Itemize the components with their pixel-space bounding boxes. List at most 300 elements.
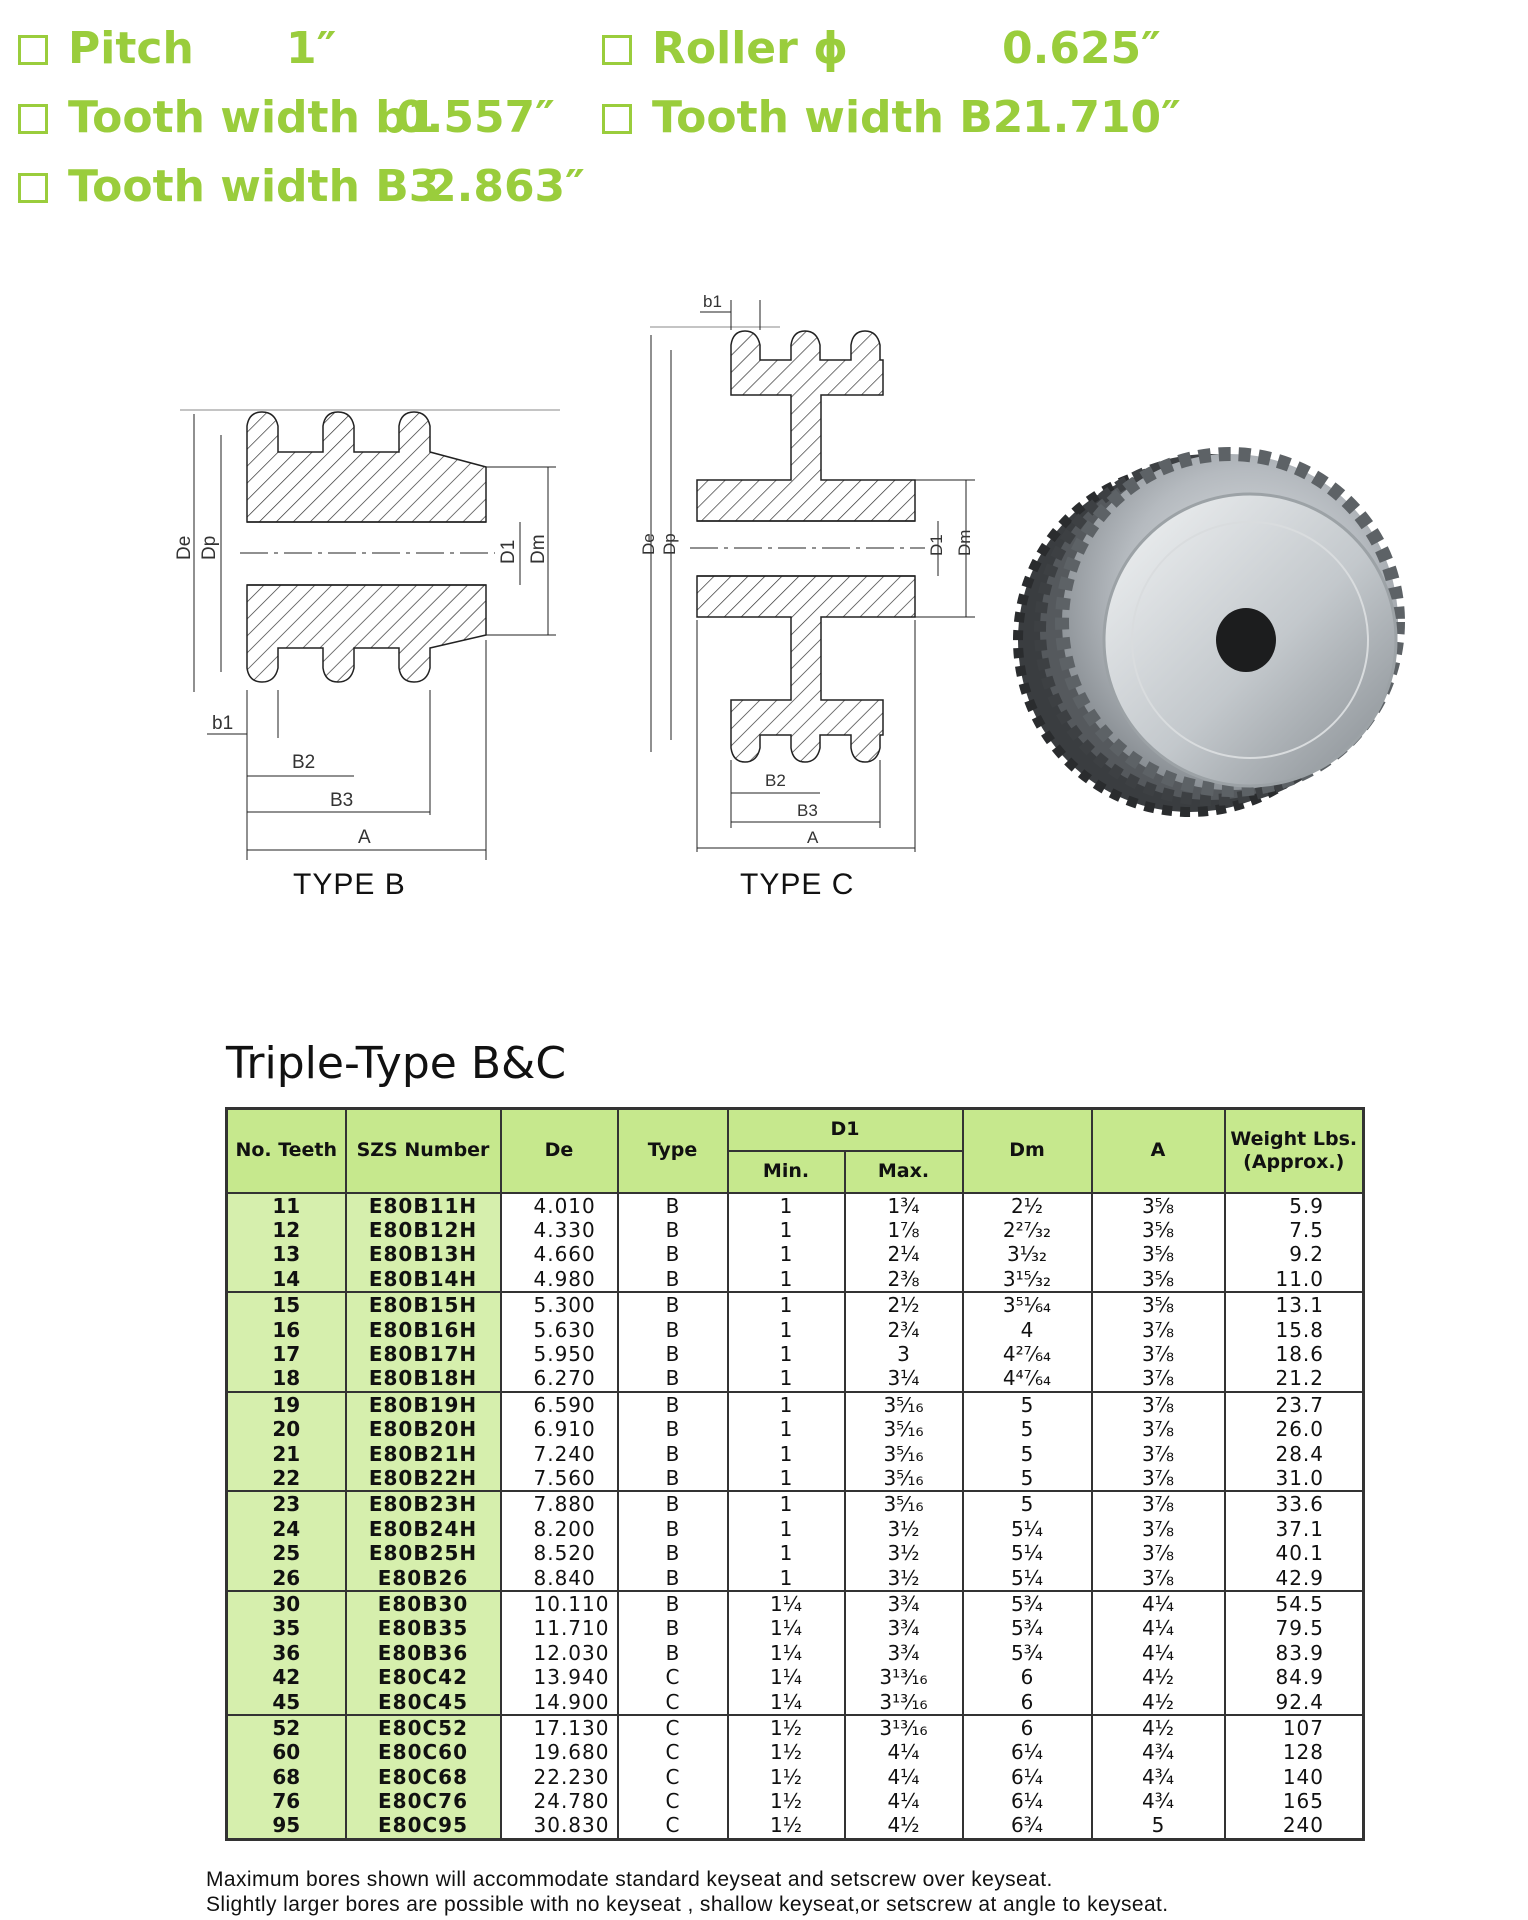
cell-a: 3⅝ (1092, 1218, 1225, 1242)
cell-teeth: 20 (227, 1417, 346, 1441)
table-row (227, 1218, 1364, 1242)
cell-teeth: 95 (227, 1813, 346, 1839)
checkbox-tooth-b1[interactable] (18, 104, 48, 134)
cell-weight: 84.9 (1225, 1665, 1364, 1689)
cell-teeth: 45 (227, 1689, 346, 1714)
cell-de: 5.630 (501, 1317, 618, 1341)
cell-a: 3⅞ (1092, 1466, 1225, 1491)
cell-d1-min: 1 (728, 1417, 845, 1441)
table-row (227, 1466, 1364, 1491)
cell-d1-min: 1¼ (728, 1641, 845, 1665)
header-de: De (501, 1109, 618, 1193)
cell-type: B (618, 1541, 728, 1565)
cell-weight: 7.5 (1225, 1218, 1364, 1242)
table-row (227, 1267, 1364, 1292)
cell-d1-max: 3⁵⁄₁₆ (845, 1491, 963, 1516)
cell-a: 3⅝ (1092, 1292, 1225, 1317)
cell-d1-max: 2⅜ (845, 1267, 963, 1292)
cell-szs-number: E80B13H (346, 1242, 501, 1266)
type-c-label-de: De (639, 533, 658, 555)
table-row (227, 1517, 1364, 1541)
cell-d1-max: 1¾ (845, 1193, 963, 1218)
cell-teeth: 42 (227, 1665, 346, 1689)
cell-dm: 6 (963, 1665, 1092, 1689)
spec-tooth-b1-value: 0.557″ (396, 92, 555, 143)
cell-type: B (618, 1292, 728, 1317)
cell-dm: 3⅟₃₂ (963, 1242, 1092, 1266)
cell-szs-number: E80B22H (346, 1466, 501, 1491)
cell-d1-max: 4¼ (845, 1789, 963, 1813)
cell-type: B (618, 1392, 728, 1417)
cell-d1-min: 1½ (728, 1740, 845, 1764)
cell-a: 4¼ (1092, 1641, 1225, 1665)
cell-szs-number: E80C42 (346, 1665, 501, 1689)
header-dm: Dm (963, 1109, 1092, 1193)
cell-teeth: 18 (227, 1366, 346, 1391)
cell-type: C (618, 1813, 728, 1839)
cell-dm: 5 (963, 1491, 1092, 1516)
cell-szs-number: E80C95 (346, 1813, 501, 1839)
table-row (227, 1689, 1364, 1714)
cell-de: 7.880 (501, 1491, 618, 1516)
cell-szs-number: E80C52 (346, 1715, 501, 1740)
cell-dm: 6¼ (963, 1789, 1092, 1813)
spec-pitch (18, 23, 337, 74)
cell-dm: 3¹⁵⁄₃₂ (963, 1267, 1092, 1292)
cell-a: 3⅞ (1092, 1441, 1225, 1465)
cell-dm: 5¼ (963, 1517, 1092, 1541)
cell-type: B (618, 1218, 728, 1242)
cell-d1-min: 1¼ (728, 1689, 845, 1714)
cell-dm: 5¾ (963, 1591, 1092, 1616)
type-c-label-dm: Dm (955, 529, 974, 556)
cell-d1-min: 1 (728, 1218, 845, 1242)
cell-d1-min: 1 (728, 1267, 845, 1292)
cell-szs-number: E80B23H (346, 1491, 501, 1516)
cell-type: B (618, 1417, 728, 1441)
spec-roller-value: 0.625″ (1002, 23, 1161, 74)
cell-d1-min: 1½ (728, 1764, 845, 1788)
cell-teeth: 26 (227, 1565, 346, 1590)
cell-teeth: 68 (227, 1764, 346, 1788)
table-body (227, 1193, 1364, 1840)
cell-szs-number: E80C68 (346, 1764, 501, 1788)
cell-de: 4.010 (501, 1193, 618, 1218)
spec-tooth-b2-value: 1.710″ (1022, 92, 1181, 143)
type-c-label-b3: B3 (797, 801, 818, 820)
table-row (227, 1665, 1364, 1689)
cell-weight: 11.0 (1225, 1267, 1364, 1292)
cell-dm: 2½ (963, 1193, 1092, 1218)
cell-d1-max: 4¼ (845, 1740, 963, 1764)
cell-d1-min: 1¼ (728, 1616, 845, 1640)
cell-teeth: 14 (227, 1267, 346, 1292)
cell-de: 7.560 (501, 1466, 618, 1491)
cell-weight: 128 (1225, 1740, 1364, 1764)
cell-a: 3⅞ (1092, 1417, 1225, 1441)
table-row (227, 1813, 1364, 1839)
header-type: Type (618, 1109, 728, 1193)
cell-szs-number: E80B11H (346, 1193, 501, 1218)
cell-a: 3⅞ (1092, 1317, 1225, 1341)
cell-szs-number: E80B35 (346, 1616, 501, 1640)
spec-roller-label: Roller ϕ (652, 23, 849, 74)
cell-d1-max: 3⁵⁄₁₆ (845, 1441, 963, 1465)
type-b-label-b2: B2 (292, 752, 316, 773)
cell-szs-number: E80B26 (346, 1565, 501, 1590)
type-c-label-d1: D1 (927, 534, 946, 556)
cell-de: 12.030 (501, 1641, 618, 1665)
cell-weight: 83.9 (1225, 1641, 1364, 1665)
cell-szs-number: E80B25H (346, 1541, 501, 1565)
table-row (227, 1541, 1364, 1565)
cell-d1-max: 3½ (845, 1565, 963, 1590)
cell-szs-number: E80C60 (346, 1740, 501, 1764)
cell-d1-min: 1 (728, 1466, 845, 1491)
cell-type: C (618, 1665, 728, 1689)
cell-weight: 9.2 (1225, 1242, 1364, 1266)
cell-dm: 3⁵¹⁄₆₄ (963, 1292, 1092, 1317)
cell-a: 4¾ (1092, 1740, 1225, 1764)
cell-type: B (618, 1565, 728, 1590)
cell-a: 3⅞ (1092, 1565, 1225, 1590)
cell-szs-number: E80B24H (346, 1517, 501, 1541)
cell-teeth: 17 (227, 1342, 346, 1366)
table-title: Triple-Type B&C (226, 1038, 567, 1089)
cell-dm: 5 (963, 1417, 1092, 1441)
cell-teeth: 15 (227, 1292, 346, 1317)
cell-type: B (618, 1317, 728, 1341)
cell-weight: 240 (1225, 1813, 1364, 1839)
cell-teeth: 12 (227, 1218, 346, 1242)
type-c-title: TYPE C (740, 868, 855, 901)
cell-d1-min: 1 (728, 1541, 845, 1565)
cell-a: 3⅞ (1092, 1491, 1225, 1516)
cell-weight: 18.6 (1225, 1342, 1364, 1366)
header-a: A (1092, 1109, 1225, 1193)
cell-dm: 6¼ (963, 1764, 1092, 1788)
cell-a: 3⅞ (1092, 1517, 1225, 1541)
cell-d1-min: 1¼ (728, 1665, 845, 1689)
cell-de: 22.230 (501, 1764, 618, 1788)
cell-de: 8.200 (501, 1517, 618, 1541)
cell-de: 5.300 (501, 1292, 618, 1317)
cell-weight: 33.6 (1225, 1491, 1364, 1516)
type-b-title: TYPE B (293, 868, 406, 901)
cell-szs-number: E80B18H (346, 1366, 501, 1391)
cell-a: 4½ (1092, 1715, 1225, 1740)
table-row (227, 1764, 1364, 1788)
cell-weight: 37.1 (1225, 1517, 1364, 1541)
specification-table (225, 1107, 1365, 1841)
cell-dm: 6 (963, 1715, 1092, 1740)
cell-d1-min: 1 (728, 1317, 845, 1341)
cell-d1-min: 1½ (728, 1715, 845, 1740)
cell-d1-min: 1½ (728, 1789, 845, 1813)
type-b-dimension-labels (174, 534, 549, 848)
table-row (227, 1317, 1364, 1341)
cell-a: 4½ (1092, 1665, 1225, 1689)
cell-szs-number: E80B14H (346, 1267, 501, 1292)
cell-d1-max: 3¼ (845, 1366, 963, 1391)
cell-de: 7.240 (501, 1441, 618, 1465)
checkbox-tooth-b2[interactable] (602, 104, 632, 134)
cell-teeth: 25 (227, 1541, 346, 1565)
cell-teeth: 19 (227, 1392, 346, 1417)
cell-d1-max: 2½ (845, 1292, 963, 1317)
cell-a: 4¾ (1092, 1764, 1225, 1788)
cell-weight: 79.5 (1225, 1616, 1364, 1640)
cell-de: 4.660 (501, 1242, 618, 1266)
cell-dm: 4²⁷⁄₆₄ (963, 1342, 1092, 1366)
footnote-1: Maximum bores shown will accommodate standard keyseat and setscrew over keyseat. (206, 1868, 1053, 1891)
table-row (227, 1441, 1364, 1465)
checkbox-tooth-b3[interactable] (18, 173, 48, 203)
cell-szs-number: E80B20H (346, 1417, 501, 1441)
cell-de: 17.130 (501, 1715, 618, 1740)
header-teeth: No. Teeth (227, 1109, 346, 1193)
cell-d1-max: 3¹³⁄₁₆ (845, 1665, 963, 1689)
cell-szs-number: E80B21H (346, 1441, 501, 1465)
table-row (227, 1491, 1364, 1516)
cell-a: 3⅞ (1092, 1541, 1225, 1565)
cell-dm: 5 (963, 1441, 1092, 1465)
cell-de: 8.520 (501, 1541, 618, 1565)
cell-type: B (618, 1441, 728, 1465)
cell-szs-number: E80B12H (346, 1218, 501, 1242)
type-b-label-dm: Dm (528, 534, 549, 564)
type-b-label-d1: D1 (498, 539, 519, 564)
cell-d1-max: 3¾ (845, 1641, 963, 1665)
table-row (227, 1417, 1364, 1441)
cell-de: 6.910 (501, 1417, 618, 1441)
cell-de: 19.680 (501, 1740, 618, 1764)
spec-pitch-label: Pitch (68, 23, 194, 74)
type-b-label-a: A (358, 827, 371, 848)
cell-d1-min: 1 (728, 1565, 845, 1590)
cell-weight: 13.1 (1225, 1292, 1364, 1317)
spec-tooth-b3-label: Tooth width B3 (68, 161, 440, 212)
sprocket-drawings (0, 280, 1528, 920)
cell-type: C (618, 1689, 728, 1714)
header-d1-max: Max. (845, 1151, 963, 1193)
cell-de: 6.270 (501, 1366, 618, 1391)
table-row (227, 1342, 1364, 1366)
cell-weight: 140 (1225, 1764, 1364, 1788)
cell-d1-min: 1¼ (728, 1591, 845, 1616)
header-weight: Weight Lbs. (Approx.) (1225, 1109, 1364, 1193)
cell-szs-number: E80C45 (346, 1689, 501, 1714)
cell-type: C (618, 1740, 728, 1764)
cell-dm: 5¼ (963, 1541, 1092, 1565)
cell-de: 6.590 (501, 1392, 618, 1417)
cell-weight: 5.9 (1225, 1193, 1364, 1218)
cell-d1-max: 3½ (845, 1517, 963, 1541)
cell-dm: 5 (963, 1466, 1092, 1491)
cell-dm: 5¾ (963, 1641, 1092, 1665)
cell-d1-max: 3¹³⁄₁₆ (845, 1689, 963, 1714)
cell-d1-max: 3½ (845, 1541, 963, 1565)
cell-d1-min: 1½ (728, 1813, 845, 1839)
spec-tooth-b1-label: Tooth width b1 (68, 92, 438, 143)
cell-szs-number: E80B36 (346, 1641, 501, 1665)
spec-tooth-b2 (602, 92, 1181, 143)
cell-type: B (618, 1641, 728, 1665)
table-row (227, 1715, 1364, 1740)
header-d1: D1 (728, 1109, 963, 1151)
spec-tooth-b3 (18, 161, 585, 212)
cell-dm: 4⁴⁷⁄₆₄ (963, 1366, 1092, 1391)
cell-weight: 165 (1225, 1789, 1364, 1813)
cell-a: 3⅞ (1092, 1342, 1225, 1366)
cell-de: 4.330 (501, 1218, 618, 1242)
cell-d1-min: 1 (728, 1342, 845, 1366)
cell-de: 24.780 (501, 1789, 618, 1813)
table-row (227, 1193, 1364, 1218)
cell-d1-min: 1 (728, 1441, 845, 1465)
cell-a: 4¼ (1092, 1616, 1225, 1640)
cell-de: 4.980 (501, 1267, 618, 1292)
cell-d1-max: 2¾ (845, 1317, 963, 1341)
type-c-label-a: A (807, 828, 819, 847)
cell-a: 4¼ (1092, 1591, 1225, 1616)
cell-teeth: 36 (227, 1641, 346, 1665)
type-c-label-b1: b1 (703, 292, 722, 311)
checkbox-pitch[interactable] (18, 35, 48, 65)
cell-d1-max: 2¼ (845, 1242, 963, 1266)
table-row (227, 1242, 1364, 1266)
cell-type: B (618, 1466, 728, 1491)
cell-weight: 21.2 (1225, 1366, 1364, 1391)
spec-tooth-b2-label: Tooth width B2 (652, 92, 1024, 143)
cell-type: B (618, 1491, 728, 1516)
type-b-label-dp: Dp (199, 535, 220, 560)
cell-dm: 4 (963, 1317, 1092, 1341)
cell-weight: 54.5 (1225, 1591, 1364, 1616)
table-row (227, 1616, 1364, 1640)
table-row (227, 1292, 1364, 1317)
type-c-label-b2: B2 (765, 771, 786, 790)
checkbox-roller[interactable] (602, 35, 632, 65)
cell-d1-max: 4¼ (845, 1764, 963, 1788)
cell-d1-min: 1 (728, 1366, 845, 1391)
cell-weight: 26.0 (1225, 1417, 1364, 1441)
spec-tooth-b3-value: 2.863″ (426, 161, 585, 212)
type-c-drawing (650, 300, 975, 852)
table-row (227, 1565, 1364, 1590)
cell-weight: 42.9 (1225, 1565, 1364, 1590)
type-b-drawing (180, 410, 560, 860)
cell-d1-min: 1 (728, 1242, 845, 1266)
cell-dm: 5¼ (963, 1565, 1092, 1590)
cell-teeth: 23 (227, 1491, 346, 1516)
spec-tooth-b1 (18, 92, 555, 143)
table-row (227, 1366, 1364, 1391)
cell-teeth: 11 (227, 1193, 346, 1218)
cell-type: C (618, 1789, 728, 1813)
cell-dm: 6¾ (963, 1813, 1092, 1839)
sprocket-photo (1018, 454, 1398, 812)
cell-teeth: 22 (227, 1466, 346, 1491)
cell-szs-number: E80B16H (346, 1317, 501, 1341)
cell-type: B (618, 1242, 728, 1266)
cell-weight: 28.4 (1225, 1441, 1364, 1465)
cell-teeth: 24 (227, 1517, 346, 1541)
table-row (227, 1591, 1364, 1616)
cell-teeth: 60 (227, 1740, 346, 1764)
cell-de: 13.940 (501, 1665, 618, 1689)
cell-dm: 5¾ (963, 1616, 1092, 1640)
cell-a: 5 (1092, 1813, 1225, 1839)
type-b-label-b3: B3 (330, 790, 354, 811)
cell-d1-max: 3⁵⁄₁₆ (845, 1417, 963, 1441)
table-row (227, 1740, 1364, 1764)
cell-a: 3⅝ (1092, 1242, 1225, 1266)
cell-weight: 40.1 (1225, 1541, 1364, 1565)
cell-a: 4½ (1092, 1689, 1225, 1714)
cell-de: 14.900 (501, 1689, 618, 1714)
table-row (227, 1641, 1364, 1665)
cell-d1-max: 3¾ (845, 1591, 963, 1616)
cell-de: 5.950 (501, 1342, 618, 1366)
cell-d1-max: 3¾ (845, 1616, 963, 1640)
cell-d1-max: 3 (845, 1342, 963, 1366)
cell-d1-min: 1 (728, 1193, 845, 1218)
cell-de: 11.710 (501, 1616, 618, 1640)
cell-a: 3⅝ (1092, 1267, 1225, 1292)
cell-d1-max: 4½ (845, 1813, 963, 1839)
cell-de: 30.830 (501, 1813, 618, 1839)
cell-a: 3⅝ (1092, 1193, 1225, 1218)
cell-teeth: 76 (227, 1789, 346, 1813)
cell-d1-min: 1 (728, 1517, 845, 1541)
cell-weight: 107 (1225, 1715, 1364, 1740)
cell-szs-number: E80B19H (346, 1392, 501, 1417)
cell-type: C (618, 1715, 728, 1740)
cell-dm: 6 (963, 1689, 1092, 1714)
cell-d1-max: 3⁵⁄₁₆ (845, 1392, 963, 1417)
cell-de: 8.840 (501, 1565, 618, 1590)
cell-teeth: 21 (227, 1441, 346, 1465)
cell-teeth: 13 (227, 1242, 346, 1266)
cell-type: C (618, 1764, 728, 1788)
cell-d1-min: 1 (728, 1392, 845, 1417)
cell-d1-max: 3⁵⁄₁₆ (845, 1466, 963, 1491)
type-b-label-de: De (174, 535, 195, 560)
cell-weight: 92.4 (1225, 1689, 1364, 1714)
cell-a: 3⅞ (1092, 1392, 1225, 1417)
footnote-2: Slightly larger bores are possible with no keyseat , shallow keyseat,or setscrew at angle to keyseat. (206, 1893, 1169, 1916)
header-szs: SZS Number (346, 1109, 501, 1193)
cell-szs-number: E80B30 (346, 1591, 501, 1616)
cell-dm: 6¼ (963, 1740, 1092, 1764)
cell-weight: 23.7 (1225, 1392, 1364, 1417)
cell-weight: 15.8 (1225, 1317, 1364, 1341)
cell-weight: 31.0 (1225, 1466, 1364, 1491)
cell-d1-max: 1⅞ (845, 1218, 963, 1242)
cell-type: B (618, 1342, 728, 1366)
spec-pitch-value: 1″ (286, 23, 337, 74)
cell-type: B (618, 1267, 728, 1292)
spec-roller (602, 23, 1161, 74)
cell-a: 3⅞ (1092, 1366, 1225, 1391)
cell-a: 4¾ (1092, 1789, 1225, 1813)
type-b-label-b1: b1 (212, 713, 234, 734)
cell-type: B (618, 1366, 728, 1391)
cell-d1-min: 1 (728, 1491, 845, 1516)
table-row (227, 1789, 1364, 1813)
table-row (227, 1392, 1364, 1417)
